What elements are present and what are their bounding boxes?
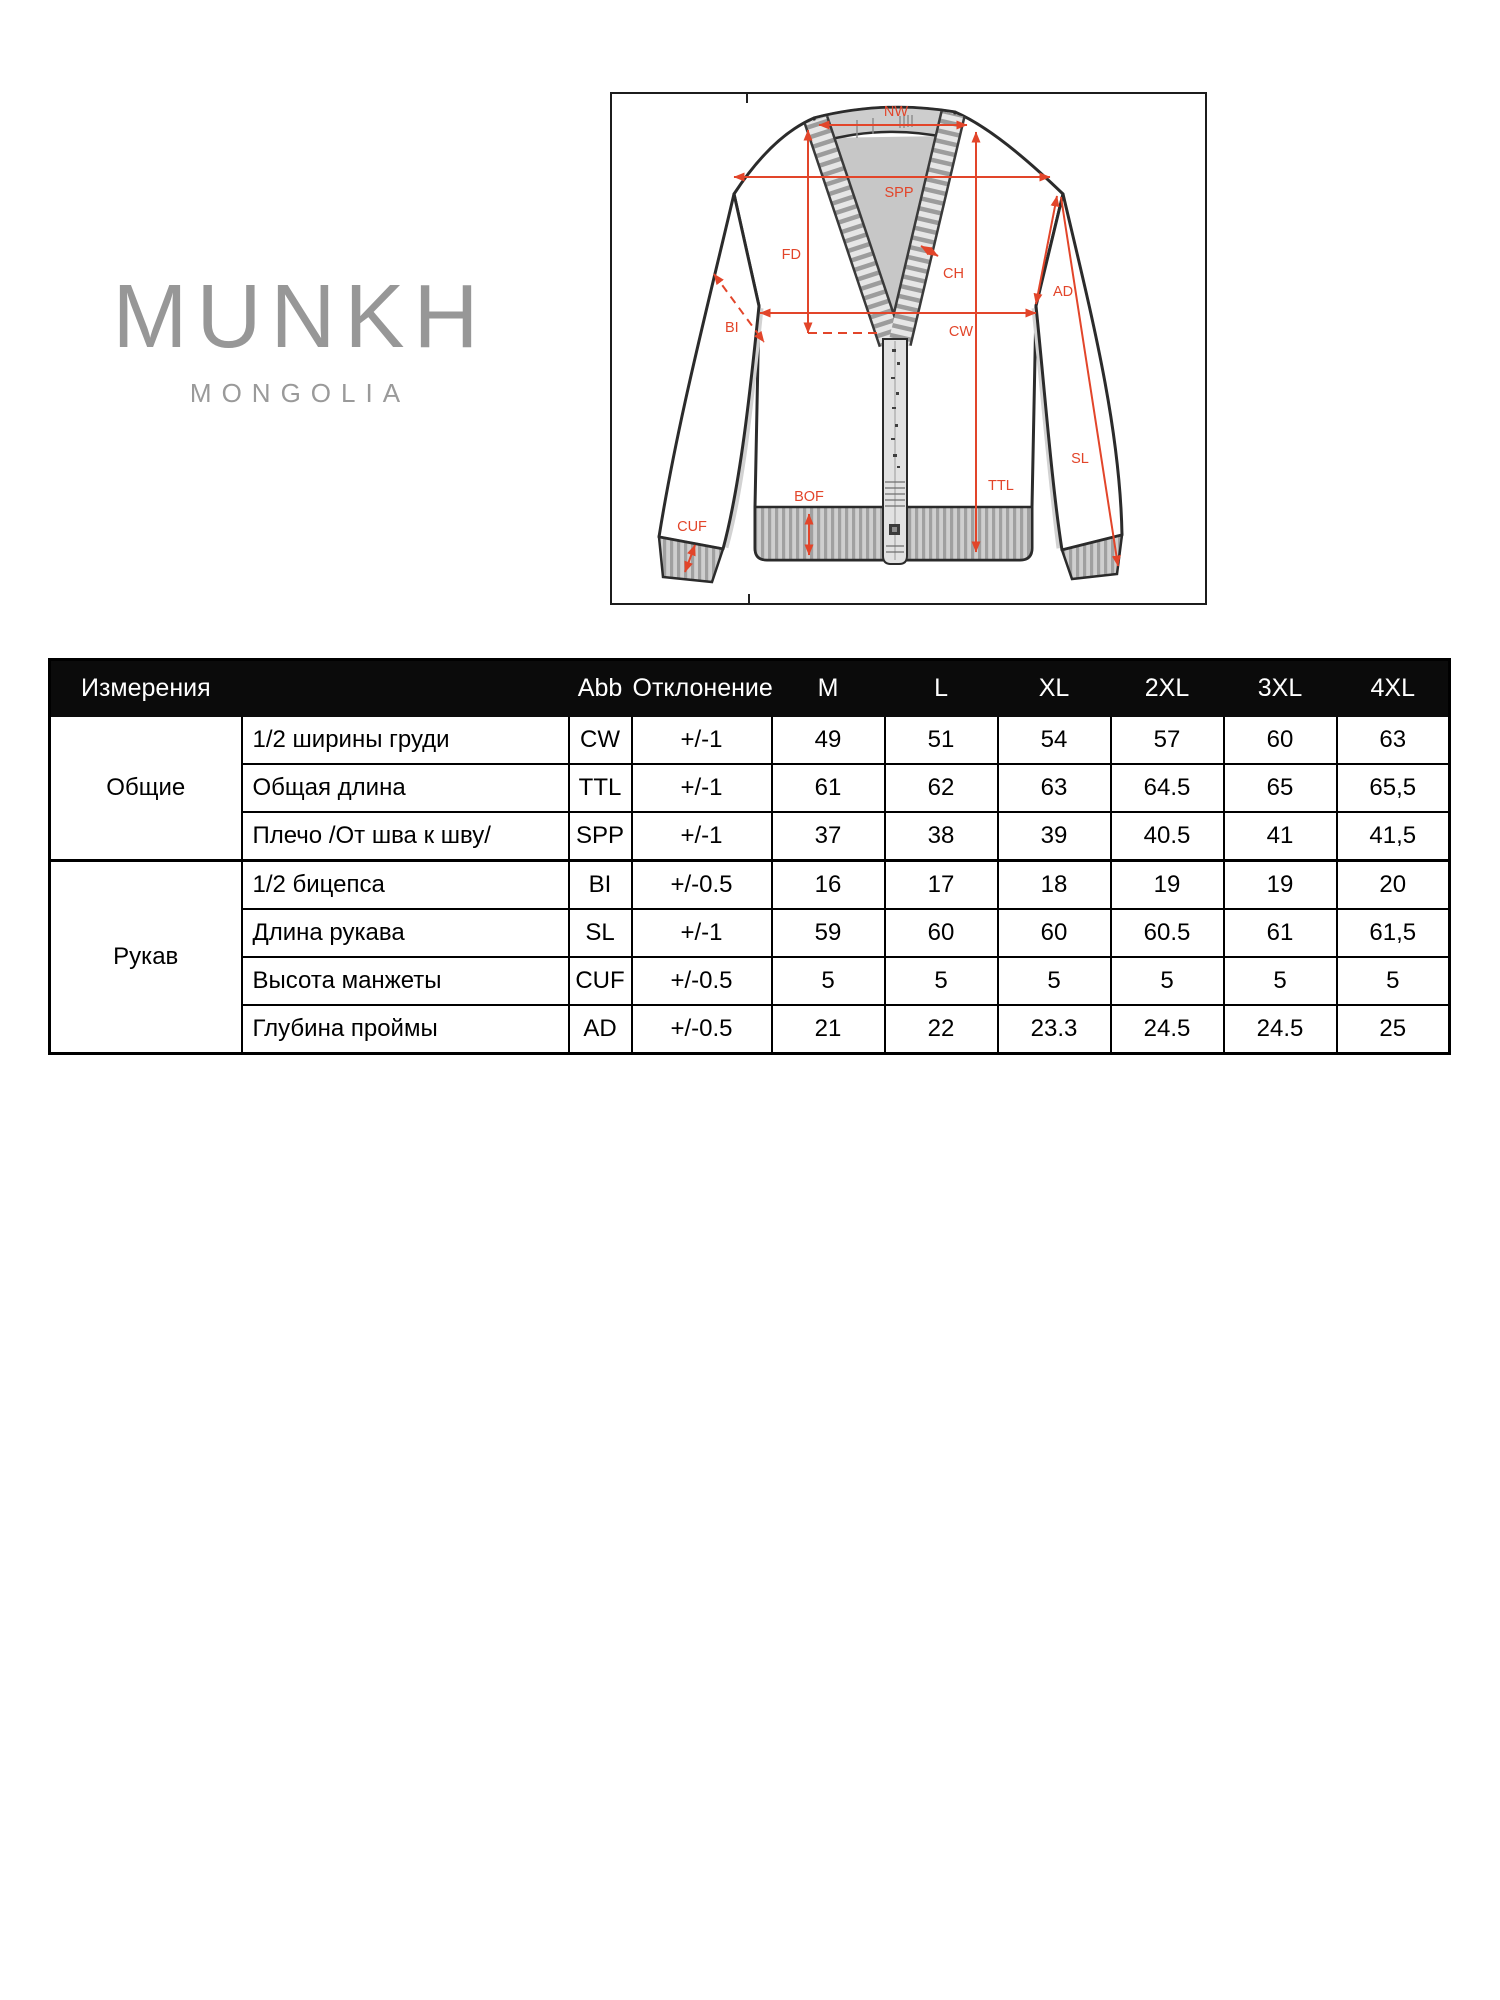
ch-label: CH bbox=[943, 266, 964, 282]
size-value-cell: 60.5 bbox=[1111, 909, 1224, 957]
deviation-cell: +/-1 bbox=[632, 716, 772, 764]
cardigan-drawing-svg bbox=[612, 94, 1205, 603]
measurement-name-cell: Длина рукава bbox=[242, 909, 569, 957]
abb-cell: CUF bbox=[569, 957, 632, 1005]
left-sleeve bbox=[659, 194, 759, 549]
size-value-cell: 57 bbox=[1111, 716, 1224, 764]
size-value-cell: 5 bbox=[772, 957, 885, 1005]
size-value-cell: 62 bbox=[885, 764, 998, 812]
nw-label: NW bbox=[883, 104, 909, 120]
header-size-M: M bbox=[772, 660, 885, 717]
brand-name: MUNKH bbox=[112, 267, 488, 367]
table-row bbox=[50, 909, 1450, 957]
bof-label: BOF bbox=[794, 489, 824, 505]
size-value-cell: 61 bbox=[1224, 909, 1337, 957]
header-size-4XL: 4XL bbox=[1337, 660, 1450, 717]
deviation-cell: +/-1 bbox=[632, 764, 772, 812]
fd-label: FD bbox=[781, 247, 801, 263]
size-value-cell: 41,5 bbox=[1337, 812, 1450, 861]
header-size-2XL: 2XL bbox=[1111, 660, 1224, 717]
size-value-cell: 22 bbox=[885, 1005, 998, 1054]
group-cell: Общие bbox=[50, 716, 242, 861]
size-value-cell: 24.5 bbox=[1111, 1005, 1224, 1054]
size-value-cell: 21 bbox=[772, 1005, 885, 1054]
measurement-name-cell: Высота манжеты bbox=[242, 957, 569, 1005]
header-measurements: Измерения bbox=[50, 660, 569, 717]
table-row bbox=[50, 861, 1450, 910]
deviation-cell: +/-0.5 bbox=[632, 957, 772, 1005]
size-value-cell: 60 bbox=[1224, 716, 1337, 764]
size-value-cell: 25 bbox=[1337, 1005, 1450, 1054]
size-value-cell: 65 bbox=[1224, 764, 1337, 812]
size-value-cell: 17 bbox=[885, 861, 998, 910]
table-row bbox=[50, 957, 1450, 1005]
cw-label: CW bbox=[948, 324, 974, 340]
header-size-3XL: 3XL bbox=[1224, 660, 1337, 717]
abb-cell: TTL bbox=[569, 764, 632, 812]
size-value-cell: 54 bbox=[998, 716, 1111, 764]
size-table bbox=[48, 658, 1451, 1055]
abb-cell: BI bbox=[569, 861, 632, 910]
bi-label: BI bbox=[725, 320, 739, 336]
abb-cell: CW bbox=[569, 716, 632, 764]
table-row bbox=[50, 1005, 1450, 1054]
size-value-cell: 64.5 bbox=[1111, 764, 1224, 812]
size-value-cell: 61,5 bbox=[1337, 909, 1450, 957]
size-table-header-row bbox=[50, 660, 1450, 717]
header-deviation: Отклонение bbox=[632, 660, 772, 717]
size-value-cell: 60 bbox=[885, 909, 998, 957]
size-value-cell: 61 bbox=[772, 764, 885, 812]
size-value-cell: 23.3 bbox=[998, 1005, 1111, 1054]
size-value-cell: 60 bbox=[998, 909, 1111, 957]
size-value-cell: 65,5 bbox=[1337, 764, 1450, 812]
sl-label: SL bbox=[1071, 451, 1089, 467]
brand-logo bbox=[90, 267, 510, 409]
size-table-body bbox=[50, 716, 1450, 1054]
header-size-L: L bbox=[885, 660, 998, 717]
table-row bbox=[50, 812, 1450, 861]
size-value-cell: 18 bbox=[998, 861, 1111, 910]
size-value-cell: 5 bbox=[885, 957, 998, 1005]
size-value-cell: 51 bbox=[885, 716, 998, 764]
ttl-label: TTL bbox=[988, 478, 1014, 494]
abb-cell: AD bbox=[569, 1005, 632, 1054]
deviation-cell: +/-1 bbox=[632, 909, 772, 957]
measurement-name-cell: Общая длина bbox=[242, 764, 569, 812]
size-value-cell: 49 bbox=[772, 716, 885, 764]
size-value-cell: 5 bbox=[998, 957, 1111, 1005]
table-row bbox=[50, 716, 1450, 764]
deviation-cell: +/-0.5 bbox=[632, 1005, 772, 1054]
size-value-cell: 40.5 bbox=[1111, 812, 1224, 861]
abb-cell: SPP bbox=[569, 812, 632, 861]
button-placket bbox=[883, 339, 907, 564]
measurement-name-cell: Глубина проймы bbox=[242, 1005, 569, 1054]
size-value-cell: 24.5 bbox=[1224, 1005, 1337, 1054]
header-abb: Abb bbox=[569, 660, 632, 717]
ad-label: AD bbox=[1053, 284, 1074, 300]
spp-label: SPP bbox=[884, 185, 914, 201]
measurement-name-cell: 1/2 ширины груди bbox=[242, 716, 569, 764]
deviation-cell: +/-1 bbox=[632, 812, 772, 861]
size-value-cell: 63 bbox=[998, 764, 1111, 812]
size-value-cell: 20 bbox=[1337, 861, 1450, 910]
size-value-cell: 5 bbox=[1337, 957, 1450, 1005]
size-value-cell: 59 bbox=[772, 909, 885, 957]
measurement-name-cell: Плечо /От шва к шву/ bbox=[242, 812, 569, 861]
abb-cell: SL bbox=[569, 909, 632, 957]
size-value-cell: 19 bbox=[1224, 861, 1337, 910]
size-value-cell: 37 bbox=[772, 812, 885, 861]
size-value-cell: 63 bbox=[1337, 716, 1450, 764]
size-value-cell: 5 bbox=[1111, 957, 1224, 1005]
brand-subtitle: MONGOLIA bbox=[189, 378, 411, 408]
size-value-cell: 41 bbox=[1224, 812, 1337, 861]
cuf-label: CUF bbox=[677, 519, 707, 535]
measurement-name-cell: 1/2 бицепса bbox=[242, 861, 569, 910]
right-sleeve bbox=[1036, 194, 1122, 550]
group-cell: Рукав bbox=[50, 861, 242, 1054]
table-row bbox=[50, 764, 1450, 812]
size-value-cell: 16 bbox=[772, 861, 885, 910]
size-value-cell: 19 bbox=[1111, 861, 1224, 910]
deviation-cell: +/-0.5 bbox=[632, 861, 772, 910]
size-value-cell: 5 bbox=[1224, 957, 1337, 1005]
size-value-cell: 38 bbox=[885, 812, 998, 861]
garment-diagram bbox=[610, 92, 1207, 605]
header-size-XL: XL bbox=[998, 660, 1111, 717]
size-value-cell: 39 bbox=[998, 812, 1111, 861]
